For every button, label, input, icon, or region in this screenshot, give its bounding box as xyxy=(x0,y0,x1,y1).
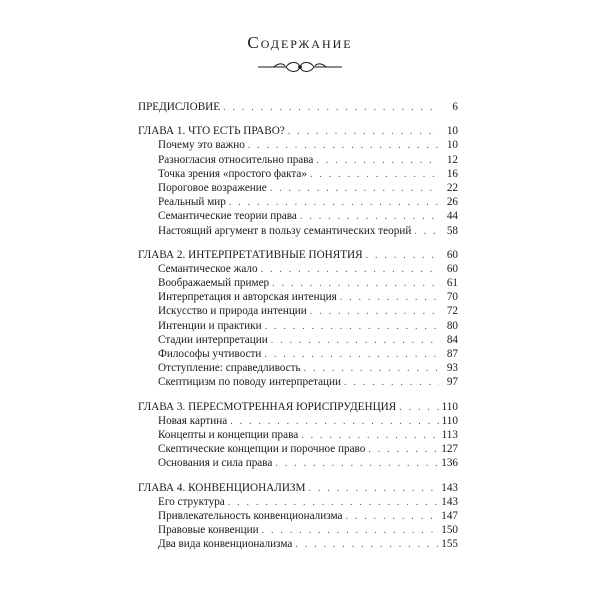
toc-page-number: 61 xyxy=(446,277,458,290)
toc-page-number: 22 xyxy=(446,181,458,194)
toc-page-number: 16 xyxy=(446,167,458,180)
dot-leader xyxy=(316,154,439,168)
toc-section-entry xyxy=(138,428,458,442)
toc-page-number: 87 xyxy=(446,348,458,360)
toc-section-entry xyxy=(138,456,458,470)
toc-page-number: 136 xyxy=(441,457,458,470)
toc-page-number: 93 xyxy=(446,362,458,375)
toc-page-number: 44 xyxy=(446,210,458,223)
toc-section-entry xyxy=(138,276,458,290)
toc-chapter-entry xyxy=(138,400,458,414)
toc-page-number: 84 xyxy=(446,333,458,346)
toc-entry-label: Воображаемый пример xyxy=(158,277,270,290)
dot-leader xyxy=(261,263,439,277)
toc-page-number: 60 xyxy=(446,248,458,261)
toc-section-entry xyxy=(138,290,458,304)
dot-leader xyxy=(229,196,439,210)
toc-page-number: 143 xyxy=(441,481,458,494)
dot-leader xyxy=(399,401,438,415)
toc-entry-label: Концепты и концепции права xyxy=(158,428,299,441)
toc-entry-label: Скептицизм по поводу интерпретации xyxy=(158,376,341,389)
toc-page-number: 97 xyxy=(446,376,458,389)
toc-entry-label: Два вида конвенционализма xyxy=(158,538,293,551)
toc-entry-label: Его структура xyxy=(158,495,225,508)
toc-page-number: 80 xyxy=(446,319,458,332)
dot-leader xyxy=(304,362,439,376)
toc-section-entry xyxy=(138,509,458,523)
toc-page-number: 72 xyxy=(446,305,458,318)
toc-entry-label: ГЛАВА 3. ПЕРЕСМОТРЕННАЯ ЮРИСПРУДЕНЦИЯ xyxy=(138,400,397,413)
toc-entry-label: Основания и сила права xyxy=(158,457,273,470)
toc-chapter-entry xyxy=(138,100,458,114)
toc-entry-label: Интерпретация и авторская интенция xyxy=(158,291,337,304)
toc-entry-label: Пороговое возражение xyxy=(158,181,267,194)
dot-leader xyxy=(310,168,439,182)
toc-entry-label: Семантическое жало xyxy=(158,262,258,275)
dot-leader xyxy=(345,510,438,524)
toc-page-number: 6 xyxy=(452,101,458,113)
dot-leader xyxy=(272,277,439,291)
toc-section-entry xyxy=(138,442,458,456)
toc-section-entry xyxy=(138,195,458,209)
toc-section-entry xyxy=(138,209,458,223)
dot-leader xyxy=(295,538,438,552)
toc-entry-label: Философы учтивости xyxy=(158,348,262,360)
toc-page-number: 155 xyxy=(441,538,458,551)
toc-entry-label: ГЛАВА 4. КОНВЕНЦИОНАЛИЗМ xyxy=(138,481,306,494)
dot-leader xyxy=(265,320,439,334)
toc-section-entry xyxy=(138,319,458,333)
toc-page-number: 58 xyxy=(446,224,458,237)
page-title: Содержание xyxy=(247,33,353,52)
dot-leader xyxy=(344,376,439,390)
toc-entry-label: Разногласия относительно права xyxy=(158,153,314,166)
dot-leader xyxy=(366,249,439,263)
dot-leader xyxy=(310,305,439,319)
dot-leader xyxy=(223,101,439,115)
dot-leader xyxy=(271,334,439,348)
dot-leader xyxy=(262,524,439,538)
toc-section-entry xyxy=(138,167,458,181)
toc-page-number: 12 xyxy=(446,153,458,166)
toc-page-number: 10 xyxy=(446,125,458,138)
toc-entry-label: Настоящий аргумент в пользу семантических теорий xyxy=(158,224,412,237)
dot-leader xyxy=(270,182,439,196)
toc-section-entry xyxy=(138,347,458,361)
dot-leader xyxy=(288,125,439,139)
dot-leader xyxy=(275,457,438,471)
toc-entry-label: Точка зрения «простого факта» xyxy=(158,167,307,180)
toc-entry-label: Реальный мир xyxy=(158,196,226,209)
toc-page-number: 110 xyxy=(441,414,458,427)
toc-entry-label: Почему это важно xyxy=(158,139,245,152)
toc-entry-label: Новая картина xyxy=(158,414,228,427)
toc-page-number: 10 xyxy=(446,139,458,152)
toc-section-entry xyxy=(138,333,458,347)
toc-entry-label: Скептические концепции и порочное право xyxy=(158,443,366,456)
toc-page-number: 110 xyxy=(441,400,458,413)
dot-leader xyxy=(368,443,438,457)
dot-leader xyxy=(228,496,438,510)
toc-entry-label: ГЛАВА 2. ИНТЕРПРЕТАТИВНЫЕ ПОНЯТИЯ xyxy=(138,248,363,261)
toc-section-entry xyxy=(138,181,458,195)
toc-entry-label: Отступление: справедливость xyxy=(158,362,301,375)
toc-entry-label: Искусство и природа интенции xyxy=(158,305,307,318)
toc-entry-label: Интенции и практики xyxy=(158,319,262,332)
toc-chapter-entry xyxy=(138,124,458,138)
toc-section-entry xyxy=(138,304,458,318)
toc-page-number: 150 xyxy=(441,524,458,537)
toc-section-entry xyxy=(138,262,458,276)
toc-page-number: 70 xyxy=(446,291,458,304)
toc-entry-label: ПРЕДИСЛОВИЕ xyxy=(138,101,221,113)
dot-leader xyxy=(340,291,439,305)
dot-leader xyxy=(248,139,439,153)
toc-section-entry xyxy=(138,537,458,551)
dot-leader xyxy=(308,482,438,496)
toc-page-number: 127 xyxy=(441,443,458,456)
toc-page-number: 26 xyxy=(446,196,458,209)
toc-entry-label: Стадии интерпретации xyxy=(158,333,268,346)
toc-page-number: 113 xyxy=(441,428,458,441)
dot-leader xyxy=(301,429,438,443)
dot-leader xyxy=(264,348,439,362)
toc-page-number: 60 xyxy=(446,262,458,275)
toc-section-entry xyxy=(138,138,458,152)
dot-leader xyxy=(300,210,439,224)
toc-section-entry xyxy=(138,375,458,389)
toc-chapter-entry xyxy=(138,248,458,262)
toc-entry-label: Правовые конвенции xyxy=(158,524,259,537)
dot-leader xyxy=(414,225,439,239)
toc-section-entry xyxy=(138,414,458,428)
table-of-contents xyxy=(138,100,458,551)
toc-entry-label: Семантические теории права xyxy=(158,210,297,223)
toc-section-entry xyxy=(138,523,458,537)
toc-entry-label: ГЛАВА 1. ЧТО ЕСТЬ ПРАВО? xyxy=(138,125,285,138)
toc-section-entry xyxy=(138,495,458,509)
toc-page-number: 147 xyxy=(441,509,458,522)
dot-leader xyxy=(230,415,438,429)
toc-page-number: 143 xyxy=(441,495,458,508)
toc-entry-label: Привлекательность конвенционализма xyxy=(158,509,343,522)
toc-section-entry xyxy=(138,153,458,167)
toc-section-entry xyxy=(138,224,458,238)
flourish-ornament-icon xyxy=(258,60,342,74)
toc-chapter-entry xyxy=(138,481,458,495)
toc-section-entry xyxy=(138,361,458,375)
